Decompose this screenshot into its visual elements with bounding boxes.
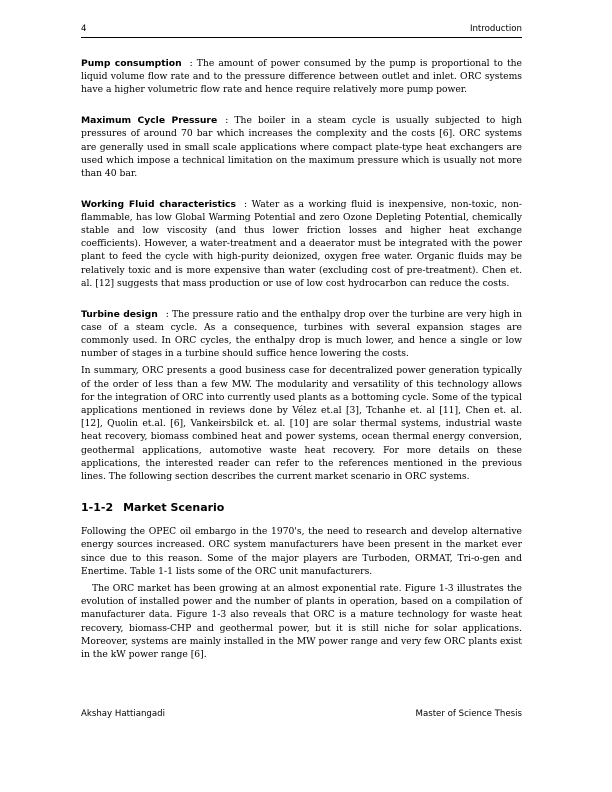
header-section-title: Introduction — [469, 24, 522, 34]
paragraph-text: : The boiler in a steam cycle is usually subjected to high pressures of around 70 bar which increases the complexity and the costs [6]. ORC systems are generally used in small scale applications where compact plate-type heat exchangers are used which impose a technical limitation on the maximum pressure which is usually not more than 40 bar. — [81, 115, 523, 179]
market-paragraph-1: Following the OPEC oil embargo in the 1970's, the need to research and develop alternative energy sources increased. ORC system manufacturers have been present in the market ever since due to this reason. Some of the major players are Turboden, ORMAT, Tri-o-gen and Enertime. Table 1-1 lists some of the ORC unit manufacturers. — [81, 526, 522, 577]
max-cycle-pressure-paragraph — [81, 114, 522, 180]
run-in-heading: Working Fluid characteristics — [81, 198, 236, 210]
market-paragraph-2: The ORC market has been growing at an almost exponential rate. Figure 1-3 illustrates the evolution of installed power and the number of plants in operation, based on a compilation of manufacturer data. Figure 1-3 also reveals that ORC is a mature technology for waste heat recovery, biomass-CHP and geothermal power, but it is still niche for solar applications. Moreover, systems are mainly installed in the MW power range and very few ORC plants exist in the kW power range [6]. — [81, 583, 522, 661]
working-fluid-paragraph — [81, 198, 522, 290]
footer-thesis: Master of Science Thesis — [415, 709, 522, 719]
running-header — [81, 23, 522, 38]
running-footer — [81, 709, 522, 723]
subsection-number: 1-1-2 — [81, 501, 114, 515]
run-in-heading: Pump consumption — [81, 58, 182, 69]
turbine-design-paragraph — [81, 308, 522, 361]
page-body — [81, 57, 522, 661]
footer-author: Akshay Hattiangadi — [81, 709, 165, 719]
run-in-heading: Maximum Cycle Pressure — [81, 115, 218, 127]
paragraph-text: : Water as a working fluid is inexpensive, non-toxic, non-flammable, has low Global Warming Potential and zero Ozone Depleting Potential, chemically stable and low viscosity (and thus lower friction losses and higher heat exchange coefficients). However, a water-treatment and a deaerator must be integrated with the power plant to feed the cycle with high-purity deionized, oxygen free water. Organic fluids may be relatively toxic and is more expensive than water (excluding cost of pre-treatment). Chen et. al. [12] suggests that mass production or use of low cost hydrocarbon can reduce the costs. — [81, 198, 522, 289]
paragraph-text: : The amount of power consumed by the pump is proportional to the liquid volume flow rate and to the pressure difference between outlet and inlet. ORC systems have a higher volumetric flow rate and hence require relatively more pump power. — [81, 58, 522, 96]
run-in-heading: Turbine design — [81, 308, 158, 320]
pump-consumption-paragraph — [81, 57, 522, 97]
paragraph-text: : The pressure ratio and the enthalpy drop over the turbine are very high in case of a steam cycle. As a consequence, turbines with several expansion stages are commonly used. In ORC cycles, the enthalpy drop is much lower, and hence a single or low number of stages in a turbine should suffice hence lowering the costs. — [81, 308, 522, 360]
subsection-heading — [81, 501, 522, 515]
summary-paragraph: In summary, ORC presents a good business case for decentralized power generation typically of the order of less than a few MW. The modularity and versatility of this technology allows for the integration of ORC into currently used plants as a bottoming cycle. Some of the typical applications mentioned in reviews done by Vélez et.al [3], Tchanhe et. al [11], Chen et. al. [12], Quolin et.al. [6], Vankeirsbilck et. al. [10] are solar thermal systems, industrial waste heat recovery, biomass combined heat and power systems, ocean thermal energy conversion, geothermal applications, automotive waste heat recovery. For more details on these applications, the interested reader can refer to the references mentioned in the previous lines. The following section describes the current market scenario in ORC systems. — [81, 365, 522, 482]
subsection-title: Market Scenario — [123, 501, 225, 515]
page-number: 4 — [81, 24, 87, 34]
